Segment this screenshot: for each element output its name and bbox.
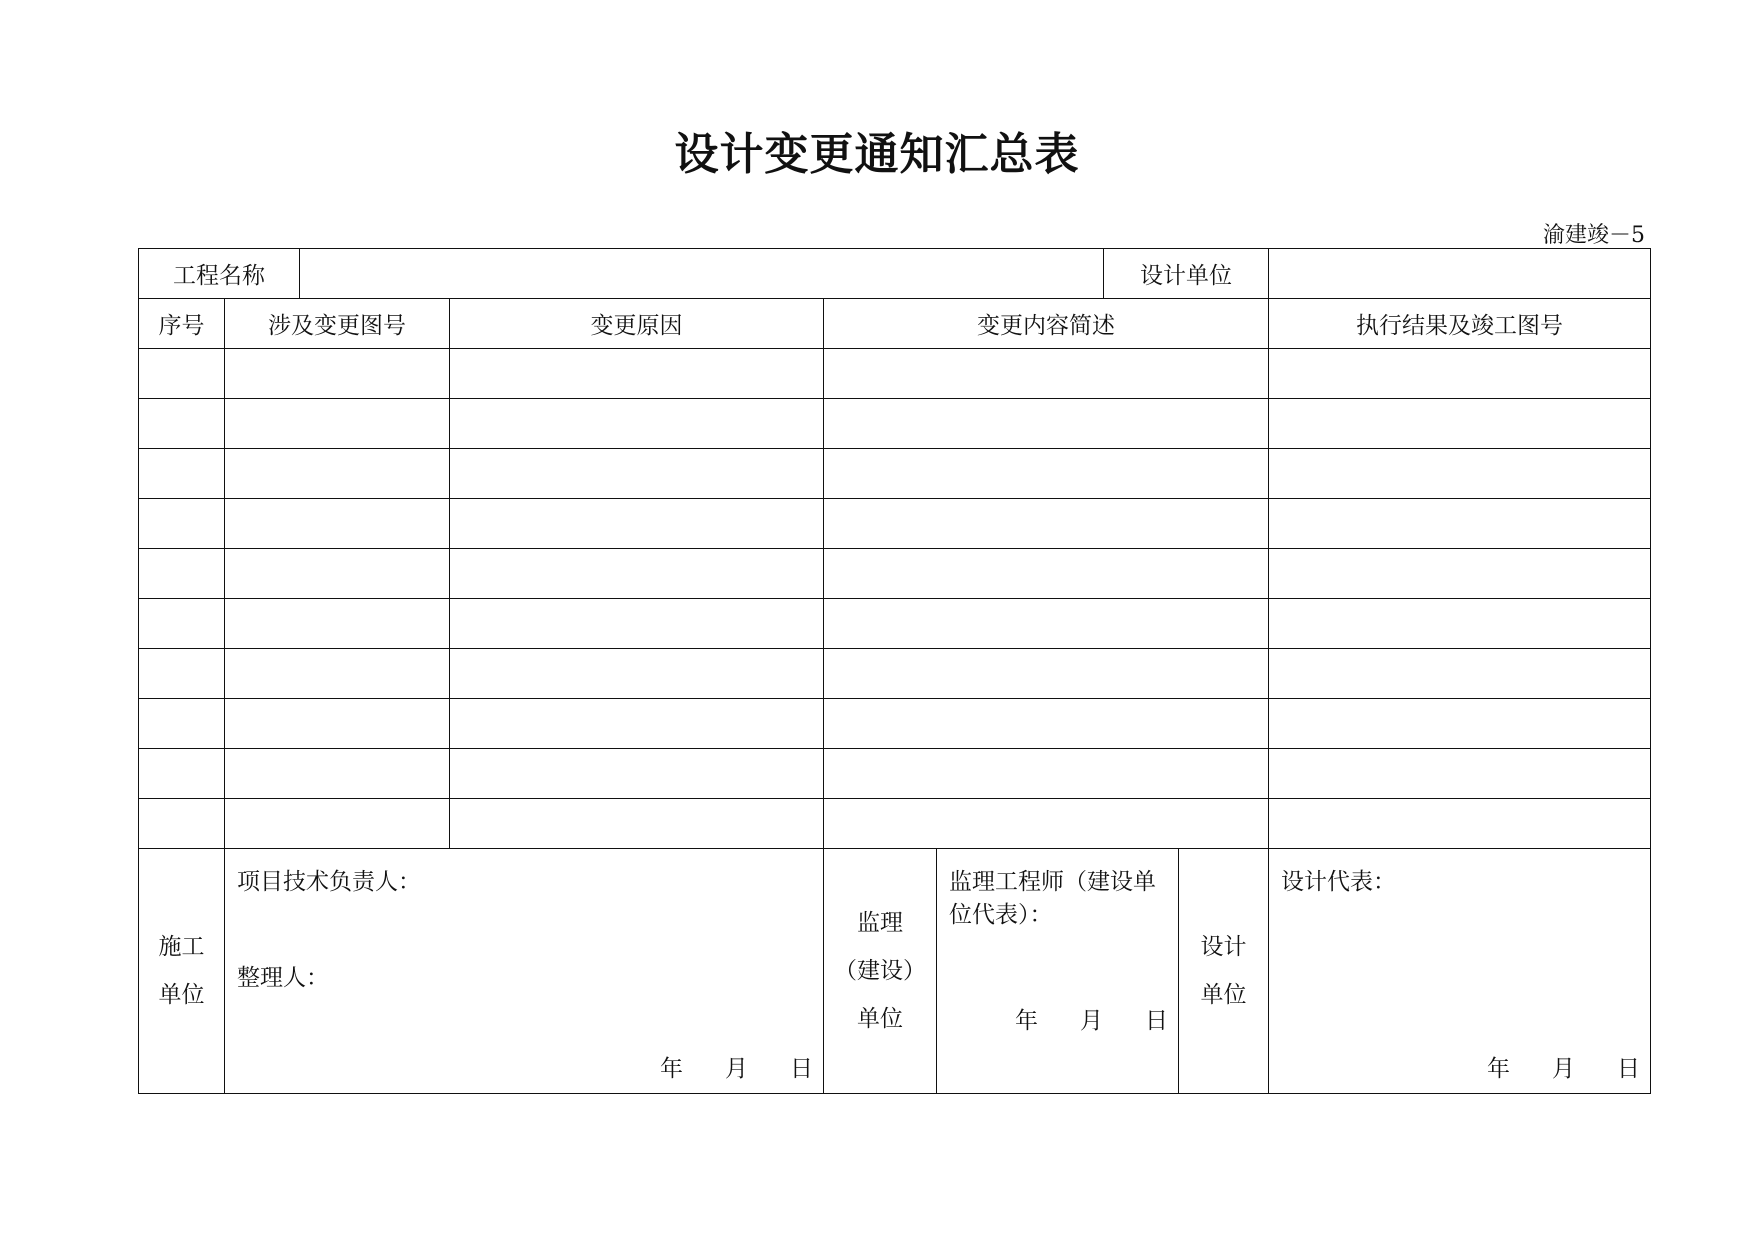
design-date bbox=[1487, 1050, 1640, 1083]
tech-lead-label: 项目技术负责人： bbox=[237, 869, 421, 895]
date-day: 日 bbox=[790, 1056, 813, 1082]
design-unit-field[interactable] bbox=[1269, 249, 1651, 299]
table-cell[interactable] bbox=[450, 599, 824, 649]
table-row bbox=[139, 599, 1651, 649]
supervision-signature-cell[interactable] bbox=[937, 849, 1179, 1094]
date-year: 年 bbox=[660, 1056, 683, 1082]
table-cell[interactable] bbox=[225, 549, 450, 599]
table-cell[interactable] bbox=[450, 749, 824, 799]
table-cell[interactable] bbox=[824, 499, 1269, 549]
data-rows bbox=[139, 349, 1651, 849]
date-month: 月 bbox=[725, 1056, 748, 1082]
table-cell[interactable] bbox=[225, 399, 450, 449]
supervision-date bbox=[1015, 1002, 1168, 1035]
table-cell[interactable] bbox=[1269, 449, 1651, 499]
design-signature-cell[interactable] bbox=[1269, 849, 1651, 1094]
table-cell[interactable] bbox=[824, 449, 1269, 499]
table-cell[interactable] bbox=[450, 799, 824, 849]
design-unit-line2: 单位 bbox=[1200, 982, 1247, 1008]
table-cell[interactable] bbox=[139, 449, 225, 499]
table-cell[interactable] bbox=[1269, 549, 1651, 599]
table-cell[interactable] bbox=[1269, 349, 1651, 399]
table-cell[interactable] bbox=[824, 749, 1269, 799]
table-row bbox=[139, 799, 1651, 849]
table-cell[interactable] bbox=[1269, 799, 1651, 849]
design-rep-label: 设计代表： bbox=[1281, 869, 1396, 895]
page-title: 设计变更通知汇总表 bbox=[674, 129, 1080, 180]
table-cell[interactable] bbox=[225, 599, 450, 649]
date-month: 月 bbox=[1552, 1056, 1575, 1082]
supervision-engineer-label: 监理工程师（建设单位代表）： bbox=[949, 869, 1156, 928]
column-header-row bbox=[139, 299, 1651, 349]
table-cell[interactable] bbox=[1269, 749, 1651, 799]
table-cell[interactable] bbox=[225, 349, 450, 399]
table-row bbox=[139, 349, 1651, 399]
table-cell[interactable] bbox=[139, 699, 225, 749]
form-code: 渝建竣－5 bbox=[1543, 223, 1645, 248]
table-cell[interactable] bbox=[450, 449, 824, 499]
table-cell[interactable] bbox=[824, 649, 1269, 699]
table-cell[interactable] bbox=[450, 499, 824, 549]
table-cell[interactable] bbox=[225, 649, 450, 699]
table-cell[interactable] bbox=[225, 799, 450, 849]
table-cell[interactable] bbox=[824, 599, 1269, 649]
table-cell[interactable] bbox=[450, 549, 824, 599]
project-name-label: 工程名称 bbox=[139, 249, 300, 299]
table-cell[interactable] bbox=[1269, 649, 1651, 699]
table-row bbox=[139, 549, 1651, 599]
col-header-drawing-no: 涉及变更图号 bbox=[225, 299, 450, 349]
table-cell[interactable] bbox=[1269, 399, 1651, 449]
table-cell[interactable] bbox=[1269, 599, 1651, 649]
supervision-unit-line1: 监理 bbox=[857, 910, 903, 936]
table-cell[interactable] bbox=[225, 749, 450, 799]
col-header-content: 变更内容简述 bbox=[824, 299, 1269, 349]
table-cell[interactable] bbox=[824, 349, 1269, 399]
construction-signature-cell[interactable] bbox=[225, 849, 824, 1094]
date-year: 年 bbox=[1015, 1008, 1038, 1034]
design-unit-line1: 设计 bbox=[1200, 934, 1247, 960]
table-cell[interactable] bbox=[824, 699, 1269, 749]
col-header-result: 执行结果及竣工图号 bbox=[1269, 299, 1651, 349]
table-cell[interactable] bbox=[450, 399, 824, 449]
date-year: 年 bbox=[1487, 1056, 1510, 1082]
table-cell[interactable] bbox=[139, 649, 225, 699]
table-cell[interactable] bbox=[139, 749, 225, 799]
table-row bbox=[139, 399, 1651, 449]
table-row bbox=[139, 749, 1651, 799]
table-cell[interactable] bbox=[1269, 699, 1651, 749]
supervision-unit-line3: 单位 bbox=[857, 1006, 903, 1032]
table-cell[interactable] bbox=[824, 549, 1269, 599]
table-cell[interactable] bbox=[225, 449, 450, 499]
supervision-unit-line2: （建设） bbox=[834, 958, 926, 984]
table-row bbox=[139, 449, 1651, 499]
table-cell[interactable] bbox=[139, 599, 225, 649]
table-cell[interactable] bbox=[450, 649, 824, 699]
project-name-field[interactable] bbox=[300, 249, 1104, 299]
table-cell[interactable] bbox=[824, 399, 1269, 449]
date-day: 日 bbox=[1617, 1056, 1640, 1082]
table-cell[interactable] bbox=[139, 349, 225, 399]
table-cell[interactable] bbox=[450, 349, 824, 399]
col-header-seq: 序号 bbox=[139, 299, 225, 349]
construction-unit-line2: 单位 bbox=[158, 982, 205, 1008]
table-cell[interactable] bbox=[824, 799, 1269, 849]
table-cell[interactable] bbox=[225, 699, 450, 749]
table-cell[interactable] bbox=[225, 499, 450, 549]
supervision-unit-label bbox=[824, 849, 937, 1094]
table-cell[interactable] bbox=[139, 799, 225, 849]
project-info-row bbox=[139, 249, 1651, 299]
design-unit-sig-label bbox=[1179, 849, 1269, 1094]
construction-unit-line1: 施工 bbox=[158, 934, 205, 960]
date-day: 日 bbox=[1145, 1008, 1168, 1034]
table-row bbox=[139, 699, 1651, 749]
change-notice-table bbox=[138, 248, 1651, 1094]
table-cell[interactable] bbox=[139, 549, 225, 599]
compiler-label: 整理人： bbox=[237, 965, 329, 991]
table-cell[interactable] bbox=[139, 399, 225, 449]
col-header-reason: 变更原因 bbox=[450, 299, 824, 349]
table-cell[interactable] bbox=[1269, 499, 1651, 549]
construction-unit-label bbox=[139, 849, 225, 1094]
table-row bbox=[139, 499, 1651, 549]
date-month: 月 bbox=[1080, 1008, 1103, 1034]
table-row bbox=[139, 649, 1651, 699]
table-cell[interactable] bbox=[450, 699, 824, 749]
signature-row bbox=[139, 849, 1651, 1094]
construction-date bbox=[660, 1050, 813, 1083]
design-unit-label: 设计单位 bbox=[1104, 249, 1269, 299]
table-cell[interactable] bbox=[139, 499, 225, 549]
